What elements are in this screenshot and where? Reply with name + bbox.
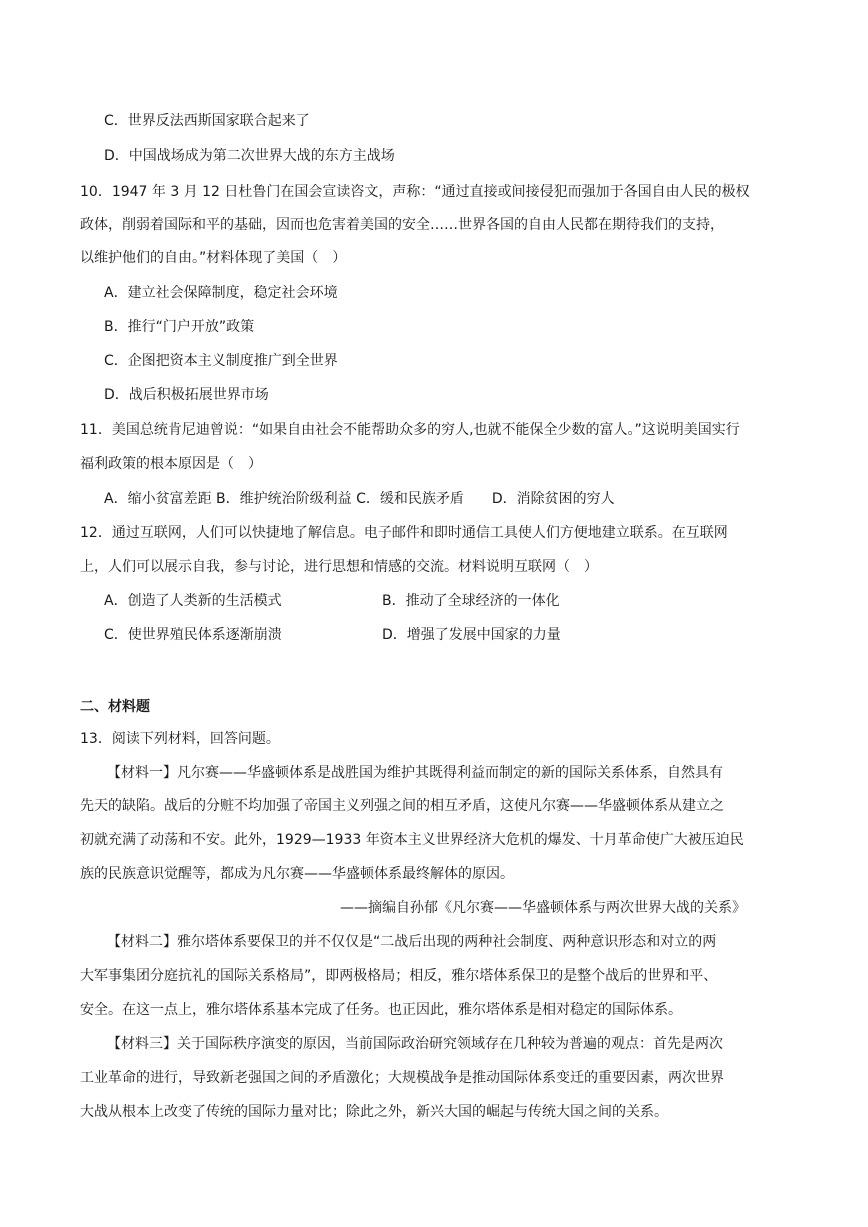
q9-option-c: C．世界反法西斯国家联合起来了 [104, 113, 310, 129]
q10-option-d: D．战后积极拓展世界市场 [104, 387, 269, 403]
q12-option-a: A．创造了人类新的生活模式 [104, 593, 282, 609]
q9-option-d: D．中国战场成为第二次世界大战的东方主战场 [104, 148, 395, 164]
q10-option-c: C．企图把资本主义制度推广到全世界 [104, 353, 338, 369]
material-2-line-3: 安全。在这一点上，雅尔塔体系基本完成了任务。也正因此，雅尔塔体系是相对稳定的国际体系。 [80, 1002, 682, 1018]
q11-options: A．缩小贫富差距 B．维护统治阶级利益 C．缓和民族矛盾 D．消除贫困的穷人 [104, 491, 615, 507]
q12-option-b: B．推动了全球经济的一体化 [382, 593, 560, 609]
material-1-line-1: 【材料一】凡尔赛——华盛顿体系是战胜国为维护其既得利益而制定的新的国际关系体系，自然具有 [107, 765, 723, 781]
q10-option-a: A．建立社会保障制度，稳定社会环境 [104, 285, 338, 301]
section-heading-material: 二、材料题 [80, 699, 150, 715]
material-1-line-4: 族的民族意识觉醒等，都成为凡尔赛——华盛顿体系最终解体的原因。 [80, 866, 514, 882]
q13-stem: 13．阅读下列材料，回答问题。 [80, 731, 280, 747]
material-3-line-3: 大战从根本上改变了传统的国际力量对比；除此之外，新兴大国的崛起与传统大国之间的关系。 [80, 1104, 668, 1120]
q12-stem-line-1: 12．通过互联网，人们可以快捷地了解信息。电子邮件和即时通信工具使人们方便地建立联系。在互联网 [80, 525, 728, 541]
q12-stem-line-2: 上，人们可以展示自我，参与讨论，进行思想和情感的交流。材料说明互联网（ ） [80, 559, 598, 575]
q10-stem-line-1: 10．1947 年 3 月 12 日杜鲁门在国会宣读咨文，声称：“通过直接或间接侵犯而强加于各国自由人民的极权 [80, 184, 750, 200]
q10-option-b: B．推行“门户开放”政策 [104, 319, 255, 335]
q11-stem-line-1: 11．美国总统肯尼迪曾说：“如果自由社会不能帮助众多的穷人,也就不能保全少数的富人。”这说明美国实行 [80, 422, 740, 438]
q12-option-d: D．增强了发展中国家的力量 [382, 627, 561, 643]
material-3-line-2: 工业革命的进行，导致新老强国之间的矛盾激化；大规模战争是推动国际体系变迁的重要因素，两次世界 [80, 1070, 724, 1086]
material-1-line-2: 先天的缺陷。战后的分赃不均加强了帝国主义列强之间的相互矛盾，这使凡尔赛——华盛顿体系从建立之 [80, 798, 724, 814]
q10-stem-line-3: 以维护他们的自由。”材料体现了美国（ ） [80, 250, 347, 266]
q11-stem-line-2: 福利政策的根本原因是（ ） [80, 456, 262, 472]
q10-stem-line-2: 政体，削弱着国际和平的基础，因而也危害着美国的安全……世界各国的自由人民都在期待我们的支持， [80, 217, 724, 233]
material-3-line-1: 【材料三】关于国际秩序演变的原因，当前国际政治研究领域存在几种较为普遍的观点：首先是两次 [107, 1036, 723, 1052]
material-1-source: ——摘编自孙郁《凡尔赛——华盛顿体系与两次世界大战的关系》 [340, 900, 746, 916]
material-2-line-1: 【材料二】雅尔塔体系要保卫的并不仅仅是“二战后出现的两种社会制度、两种意识形态和对立的两 [107, 934, 717, 950]
q12-option-c: C．使世界殖民体系逐渐崩溃 [104, 627, 282, 643]
material-2-line-2: 大军事集团分庭抗礼的国际关系格局”，即两极格局；相反，雅尔塔体系保卫的是整个战后的世界和平、 [80, 968, 718, 984]
material-1-line-3: 初就充满了动荡和不安。此外，1929—1933 年资本主义世界经济大危机的爆发、十月革命使广大被压迫民 [80, 832, 744, 848]
